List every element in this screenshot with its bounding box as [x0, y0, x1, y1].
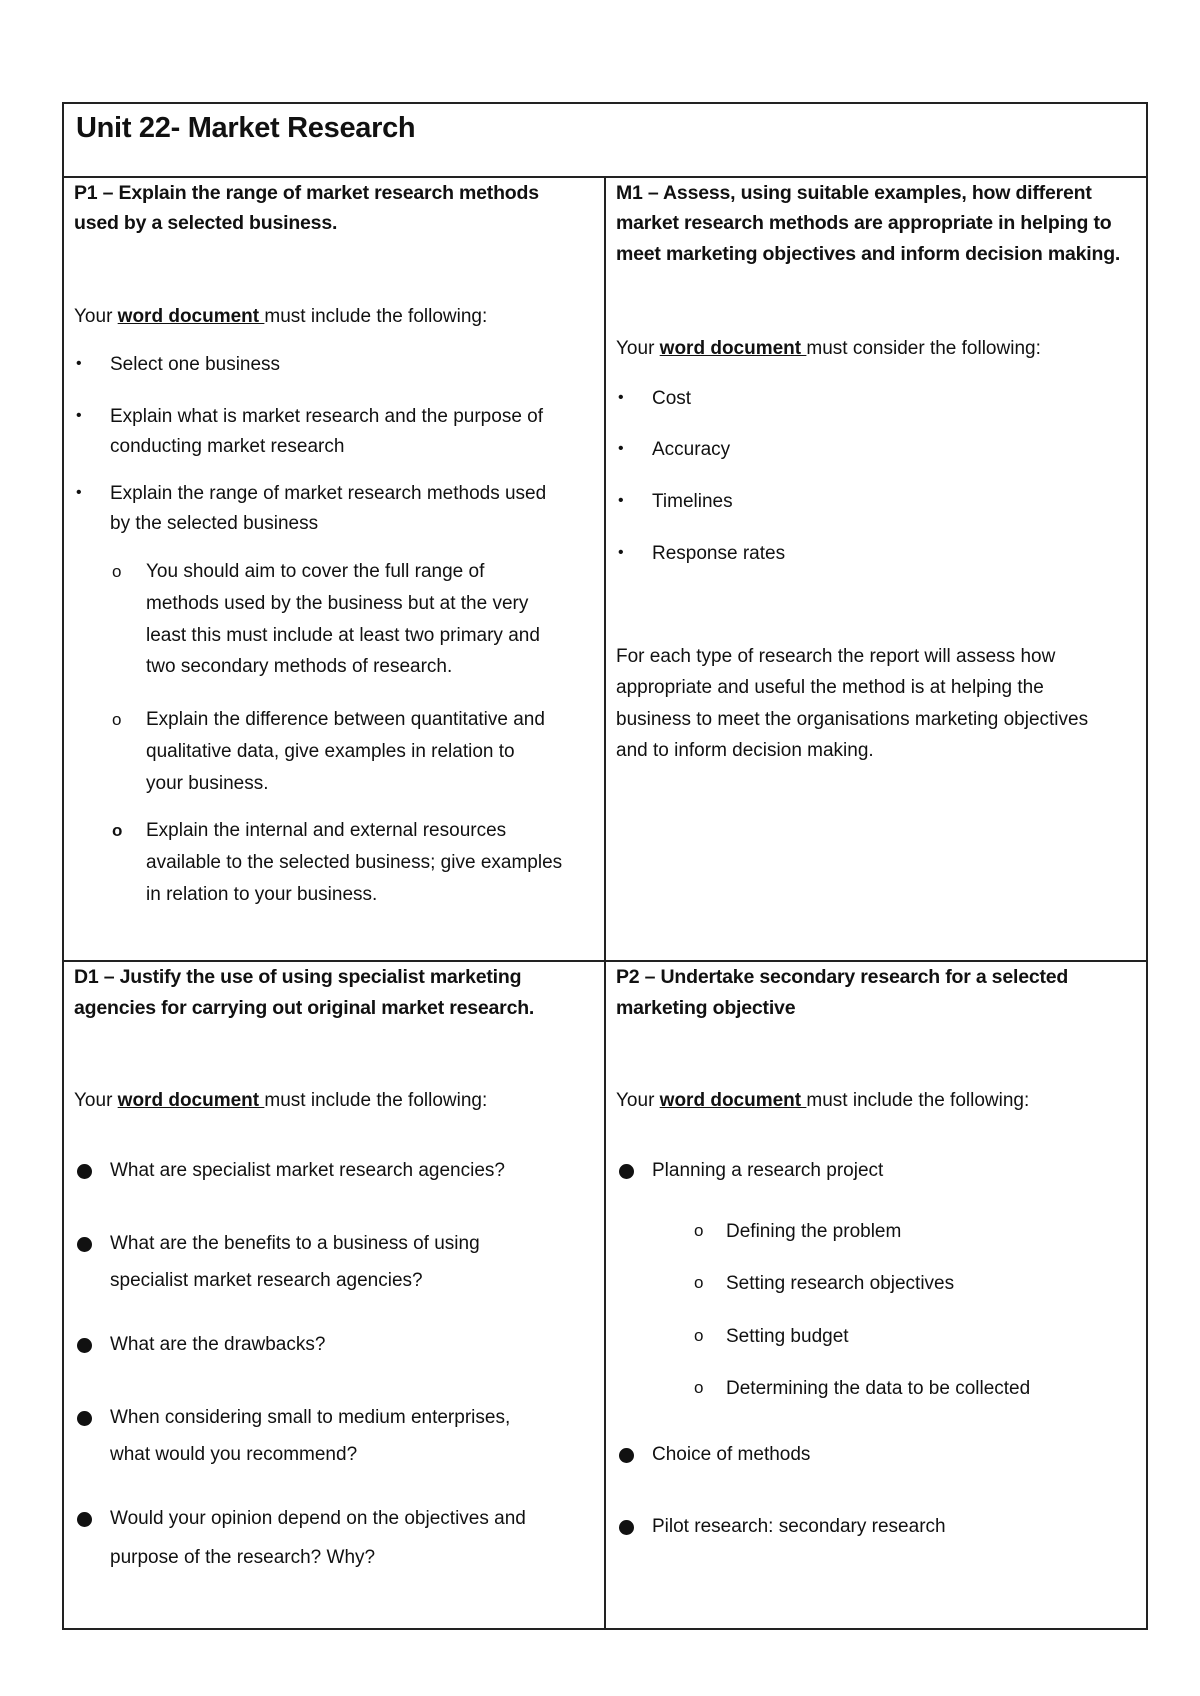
p2-heading-line: marketing objective — [616, 997, 796, 1019]
sub-bullet-icon: o — [112, 821, 123, 840]
m1-bullet: Cost — [652, 388, 692, 409]
p2-bullet: Planning a research project — [652, 1160, 884, 1181]
cell-p2 — [606, 962, 1146, 1628]
word-document-link: word document — [659, 1090, 807, 1111]
m1-heading-line: M1 – Assess, using suitable examples, how different — [616, 182, 1092, 204]
bullet-dot-icon — [619, 1448, 634, 1463]
m1-bullet: Response rates — [652, 543, 786, 564]
bullet-dot-icon — [77, 1164, 92, 1179]
sub-bullet-icon: o — [694, 1326, 704, 1345]
m1-heading-line: market research methods are appropriate in helping to — [616, 212, 1112, 234]
title-row — [64, 104, 1146, 178]
d1-bullet: What are the benefits to a business of using — [110, 1233, 480, 1254]
d1-bullet: purpose of the research? Why? — [110, 1547, 376, 1568]
m1-paragraph-line: business to meet the organisations marketing objectives — [616, 709, 1089, 730]
p2-heading-line: P2 – Undertake secondary research for a selected — [616, 966, 1069, 988]
sub-bullet-icon: o — [112, 562, 122, 581]
p1-heading-line: P1 – Explain the range of market research methods — [74, 182, 539, 204]
intro-prefix: Your — [616, 1090, 660, 1111]
bullet-icon: • — [618, 440, 624, 457]
p1-bullet: conducting market research — [110, 436, 345, 457]
p1-bullet: by the selected business — [110, 513, 319, 534]
d1-bullet: What are the drawbacks? — [110, 1334, 326, 1355]
m1-paragraph-line: and to inform decision making. — [616, 740, 874, 761]
p1-subbullet: your business. — [146, 773, 269, 794]
bullet-icon: • — [618, 544, 624, 561]
p2-subbullet: Setting research objectives — [726, 1273, 955, 1294]
p1-subbullet: available to the selected business; give examples — [146, 852, 563, 873]
d1-bullet: what would you recommend? — [110, 1444, 358, 1465]
m1-paragraph-line: For each type of research the report will assess how — [616, 646, 1056, 667]
m1-intro — [616, 334, 1041, 364]
bullet-icon: • — [76, 484, 82, 501]
cell-d1 — [64, 962, 604, 1628]
p2-subbullet: Determining the data to be collected — [726, 1378, 1031, 1399]
p1-bullet: Select one business — [110, 354, 281, 375]
word-document-link: word document — [117, 1090, 265, 1111]
d1-bullet: What are specialist market research agencies? — [110, 1160, 505, 1181]
sub-bullet-icon: o — [694, 1378, 704, 1397]
assignment-table — [62, 102, 1148, 1630]
bullet-dot-icon — [619, 1164, 634, 1179]
d1-bullet: Would your opinion depend on the objectives and — [110, 1508, 526, 1529]
p1-subbullet: qualitative data, give examples in relation to — [146, 741, 515, 762]
p1-bullet: Explain what is market research and the purpose of — [110, 406, 544, 427]
m1-heading-line: meet marketing objectives and inform decision making. — [616, 243, 1121, 265]
p1-subbullet: in relation to your business. — [146, 884, 378, 905]
cell-p1 — [64, 178, 604, 960]
d1-intro — [74, 1086, 487, 1116]
bullet-dot-icon — [77, 1512, 92, 1527]
word-document-link: word document — [117, 306, 265, 327]
p1-subbullet: Explain the difference between quantitative and — [146, 709, 545, 730]
p1-intro — [74, 302, 487, 332]
sub-bullet-icon: o — [112, 710, 122, 729]
d1-bullet: specialist market research agencies? — [110, 1270, 423, 1291]
word-document-link: word document — [659, 338, 807, 359]
p1-subbullet: least this must include at least two primary and — [146, 625, 540, 646]
bullet-dot-icon — [77, 1411, 92, 1426]
p1-subbullet: methods used by the business but at the very — [146, 593, 529, 614]
d1-heading-line: D1 – Justify the use of using specialist marketing — [74, 966, 522, 988]
intro-prefix: Your — [616, 338, 660, 359]
cell-m1 — [606, 178, 1146, 960]
intro-suffix: must include the following: — [806, 1090, 1030, 1111]
bullet-dot-icon — [77, 1237, 92, 1252]
d1-heading-line: agencies for carrying out original market research. — [74, 997, 535, 1019]
bullet-dot-icon — [619, 1520, 634, 1535]
m1-bullet: Accuracy — [652, 439, 731, 460]
sub-bullet-icon: o — [694, 1273, 704, 1292]
p2-subbullet: Setting budget — [726, 1326, 849, 1347]
p1-bullet: Explain the range of market research methods used — [110, 483, 547, 504]
intro-prefix: Your — [74, 1090, 118, 1111]
m1-paragraph-line: appropriate and useful the method is at helping the — [616, 677, 1044, 698]
m1-bullet: Timelines — [652, 491, 733, 512]
p1-heading-line: used by a selected business. — [74, 212, 338, 234]
p1-subbullet: You should aim to cover the full range of — [146, 561, 485, 582]
d1-bullet: When considering small to medium enterprises, — [110, 1407, 511, 1428]
p2-intro — [616, 1086, 1029, 1116]
intro-suffix: must include the following: — [264, 306, 488, 327]
p2-bullet: Pilot research: secondary research — [652, 1516, 946, 1537]
p2-subbullet: Defining the problem — [726, 1221, 902, 1242]
bullet-icon: • — [618, 389, 624, 406]
p2-bullet: Choice of methods — [652, 1444, 811, 1465]
bullet-dot-icon — [77, 1338, 92, 1353]
bullet-icon: • — [76, 407, 82, 424]
sub-bullet-icon: o — [694, 1221, 704, 1240]
p1-subbullet: Explain the internal and external resources — [146, 820, 507, 841]
intro-suffix: must consider the following: — [806, 338, 1041, 359]
page-title: Unit 22- Market Research — [76, 112, 416, 144]
intro-prefix: Your — [74, 306, 118, 327]
bullet-icon: • — [618, 492, 624, 509]
bullet-icon: • — [76, 355, 82, 372]
p1-subbullet: two secondary methods of research. — [146, 656, 453, 677]
intro-suffix: must include the following: — [264, 1090, 488, 1111]
